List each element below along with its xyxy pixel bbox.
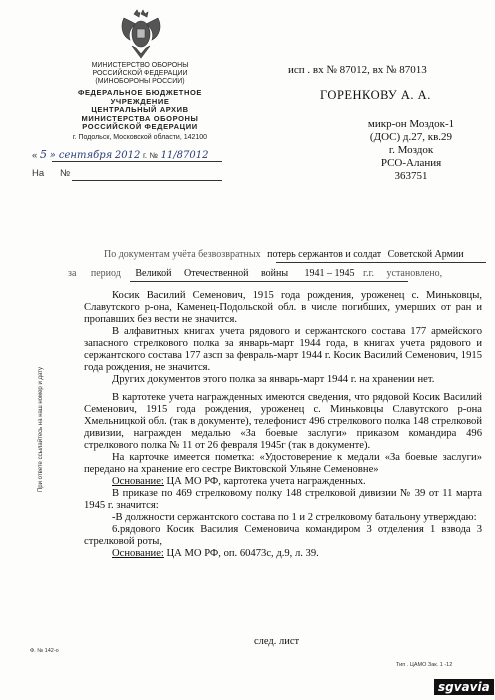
form-line-2-underline bbox=[130, 281, 408, 282]
recipient-name: ГОРЕНКОВУ А. А. bbox=[320, 88, 431, 102]
recipient-address-line-1: микр-он Моздок-1 bbox=[367, 118, 455, 130]
institution-line-1: ФЕДЕРАЛЬНОЕ БЮДЖЕТНОЕ bbox=[77, 88, 203, 97]
ministry-line-1: МИНИСТЕРСТВО ОБОРОНЫ bbox=[91, 62, 189, 69]
form-years: 1941 – 1945 bbox=[304, 268, 355, 279]
institution-line-5: РОССИЙСКОЙ ФЕДЕРАЦИИ bbox=[82, 122, 198, 131]
na-underline bbox=[72, 180, 222, 181]
date-year: 2012 bbox=[114, 150, 141, 161]
letter-body bbox=[84, 290, 482, 560]
print-code: Тип . ЦАМО Зак. 1 -12 bbox=[396, 662, 453, 668]
body-paragraph-7: -В должности сержантского состава по 1 и 2 стрелковому батальону утверждаю: bbox=[112, 512, 477, 523]
form-code: Ф. № 142-о bbox=[30, 648, 59, 654]
form-period: период bbox=[90, 268, 121, 279]
form-line-2 bbox=[68, 268, 488, 279]
ministry-header bbox=[60, 62, 220, 86]
basis-line-1 bbox=[84, 476, 482, 488]
basis-line-2 bbox=[84, 548, 482, 560]
form-patriotic: Отечественной bbox=[184, 268, 249, 279]
body-paragraph-1: Косик Василий Семенович, 1915 года рождения, уроженец с. Миньковцы, Славутского р-она, Каменец-Подольской обл. в числе погибших, умерших от ран и пропавших без вести не значится. bbox=[84, 290, 482, 325]
next-sheet-note: след. лист bbox=[254, 636, 300, 647]
form-great: Великой bbox=[135, 268, 172, 279]
form-gg: г.г. bbox=[363, 268, 374, 279]
date-day: 5 bbox=[39, 148, 47, 161]
outgoing-number: 11/87012 bbox=[160, 150, 209, 161]
body-paragraph-4: В картотеке учета награжденных имеются сведения, что рядовой Косик Василий Семенович, 1915 года рождения, уроженец с. Миньковцы Славутского р-она Хмельницкой обл. (так в документе), телефонист 496 стрелкового полка 148 стрелковой дивизии, награжден медалью «За боевые заслуги» приказом командира 496 стрелкового полка № 11 от 26 февраля 1945г (так в документе). bbox=[84, 392, 482, 451]
body-paragraph-2: В алфавитных книгах учета рядового и сержантского состава 177 армейского запасного стрелкового полка за январь-март 1944 года, в книгах учета рядового и сержантского состава 177 азсп за февраль-март 1944 г. Косик Василий Семенович, 1915 года рождения, не значится. bbox=[84, 326, 482, 373]
institution-address: г. Подольск, Московской области, 142100 bbox=[72, 134, 208, 141]
incoming-reference: исп . вх № 87012, вх № 87013 bbox=[288, 64, 427, 76]
institution-line-3: ЦЕНТРАЛЬНЫЙ АРХИВ bbox=[91, 105, 189, 114]
form-line-1-middle: потерь сержантов и солдат bbox=[267, 249, 382, 260]
body-paragraph-3: Других документов этого полка за январь-март 1944 г. на хранении нет. bbox=[112, 374, 435, 385]
body-paragraph-5: На карточке имеется пометка: «Удостоверение к медали «За боевые заслуги» передано на хранение его сестре Виктовской Ульяне Семеновне» bbox=[84, 452, 482, 475]
form-war: войны bbox=[260, 268, 289, 279]
form-line-1 bbox=[104, 249, 484, 260]
basis-1-text: ЦА МО РФ, картотека учета награжденных. bbox=[163, 476, 366, 487]
date-number-label: г. № bbox=[142, 151, 158, 160]
form-line-1-suffix: Советской Армии bbox=[387, 249, 464, 260]
date-month: » сентября bbox=[49, 150, 113, 161]
side-reference-note: При ответе ссылайтесь на наш номер и дату bbox=[38, 367, 44, 492]
recipient-address-line-3: г. Моздок bbox=[388, 144, 434, 156]
form-line-1-underline bbox=[276, 262, 486, 263]
form-za: за bbox=[68, 268, 77, 279]
recipient-address-line-4: РСО-Алания bbox=[380, 157, 442, 169]
ministry-line-2: РОССИЙСКОЙ ФЕДЕРАЦИИ bbox=[92, 70, 188, 77]
watermark-label: sgvavia bbox=[434, 679, 494, 695]
date-open-quote: « bbox=[32, 150, 38, 161]
basis-1-label: Основание: bbox=[112, 476, 164, 487]
recipient-address bbox=[336, 118, 486, 183]
basis-2-label: Основание: bbox=[112, 548, 164, 559]
ministry-line-3: (МИНОБОРОНЫ РОССИИ) bbox=[95, 78, 185, 85]
na-number-label: № bbox=[60, 168, 71, 179]
date-underline bbox=[52, 161, 222, 162]
double-headed-eagle-emblem-icon bbox=[118, 8, 164, 62]
form-established: установлено, bbox=[386, 268, 443, 279]
institution-line-4: МИНИСТЕРСТВА ОБОРОНЫ bbox=[81, 113, 199, 123]
body-paragraph-8: 6.рядового Косик Василия Семеновича командиром 3 отделения 1 взвода 3 стрелковой роты, bbox=[84, 524, 482, 547]
date-line bbox=[32, 148, 232, 162]
institution-header bbox=[60, 89, 220, 132]
recipient-address-line-5: 363751 bbox=[394, 170, 428, 182]
basis-2-text: ЦА МО РФ, оп. 60473с, д.9, л. 39. bbox=[163, 548, 319, 559]
recipient-address-line-2: (ДОС) д.27, кв.29 bbox=[369, 131, 453, 143]
na-label: На bbox=[32, 168, 45, 179]
body-paragraph-6: В приказе по 469 стрелковому полку 148 стрелковой дивизии № 39 от 11 марта 1945 г. значится: bbox=[84, 488, 482, 511]
institution-line-2: УЧРЕЖДЕНИЕ bbox=[110, 96, 170, 106]
form-line-1-prefix: По документам учёта безвозвратных bbox=[104, 249, 261, 260]
